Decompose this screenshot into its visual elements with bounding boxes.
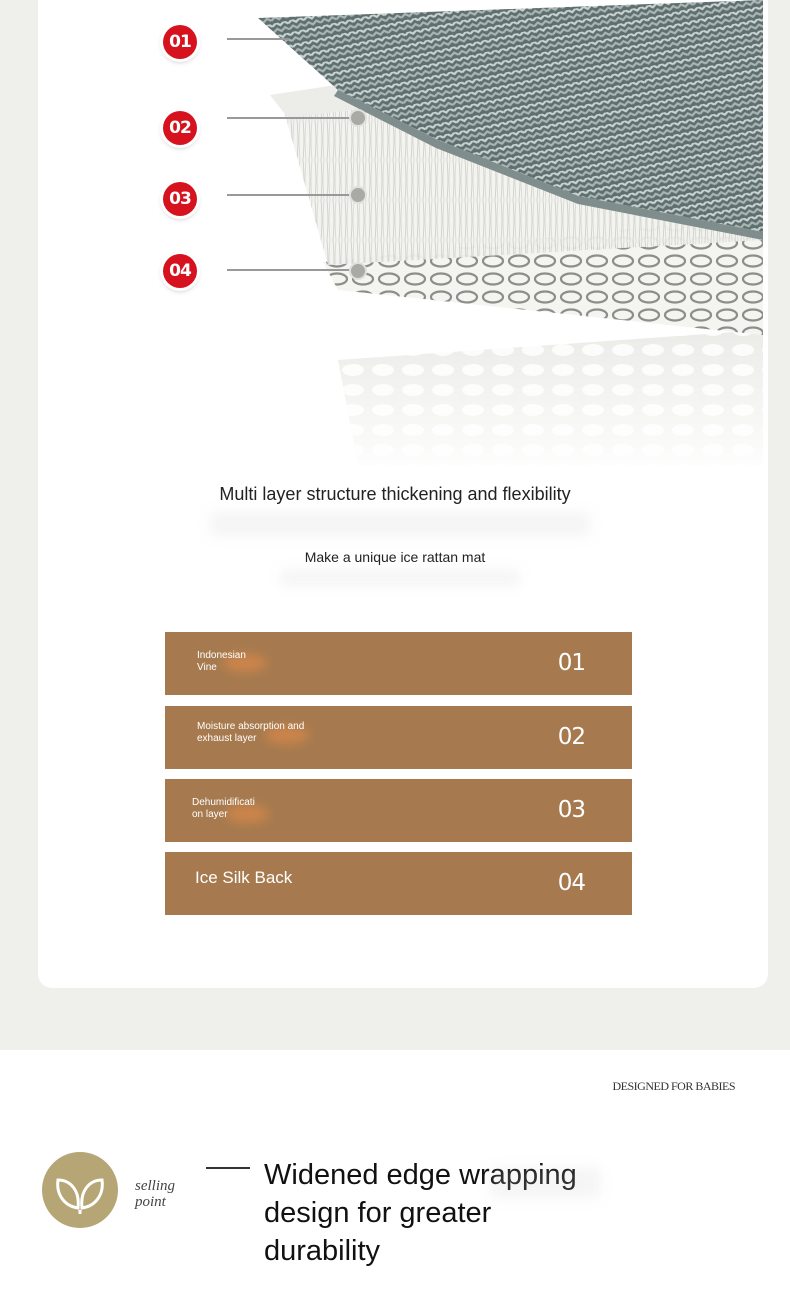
brand-tagline: DESIGNED FOR BABIES [612, 1079, 735, 1093]
marker-dot [349, 262, 367, 280]
blurred-caption [280, 570, 520, 586]
layer-marker-01: 01 [163, 25, 197, 59]
marker-leader-line [227, 38, 289, 40]
layer-label: Ice Silk Back [195, 868, 293, 887]
layer-marker-04: 04 [163, 254, 197, 288]
marker-leader-line [227, 194, 352, 196]
layer-row-04 [165, 852, 632, 915]
selling-point-badge [42, 1152, 118, 1228]
marker-dot [349, 109, 367, 127]
layer-label: Dehumidificati on layer [192, 797, 255, 820]
layer-number: 02 [557, 724, 585, 750]
layer-row-02 [165, 706, 632, 769]
layer-label: Moisture absorption and exhaust layer [197, 721, 305, 744]
marker-leader-line [227, 117, 352, 119]
layer-label: Indonesian Vine [197, 650, 246, 673]
layer-row-01 [165, 632, 632, 695]
layer-number: 03 [557, 797, 585, 823]
layer-row-03 [165, 779, 632, 842]
blurred-caption [210, 512, 590, 536]
layer-marker-02: 02 [163, 111, 197, 145]
layer-structure-illustration [38, 0, 768, 465]
layer-number: 04 [557, 870, 585, 896]
structure-headline: Multi layer structure thickening and flexibility [219, 484, 571, 504]
layer-number: 01 [557, 650, 585, 676]
leaf-icon [42, 1152, 118, 1228]
selling-point-label: selling point [135, 1178, 175, 1210]
layer-marker-03: 03 [163, 182, 197, 216]
feature-title: Widened edge wrapping design for greater durability [264, 1159, 577, 1267]
marker-dot [349, 186, 367, 204]
structure-subline: Make a unique ice rattan mat [304, 549, 486, 565]
title-dash [206, 1167, 250, 1169]
marker-leader-line [227, 269, 352, 271]
blurred-caption [490, 1168, 600, 1198]
